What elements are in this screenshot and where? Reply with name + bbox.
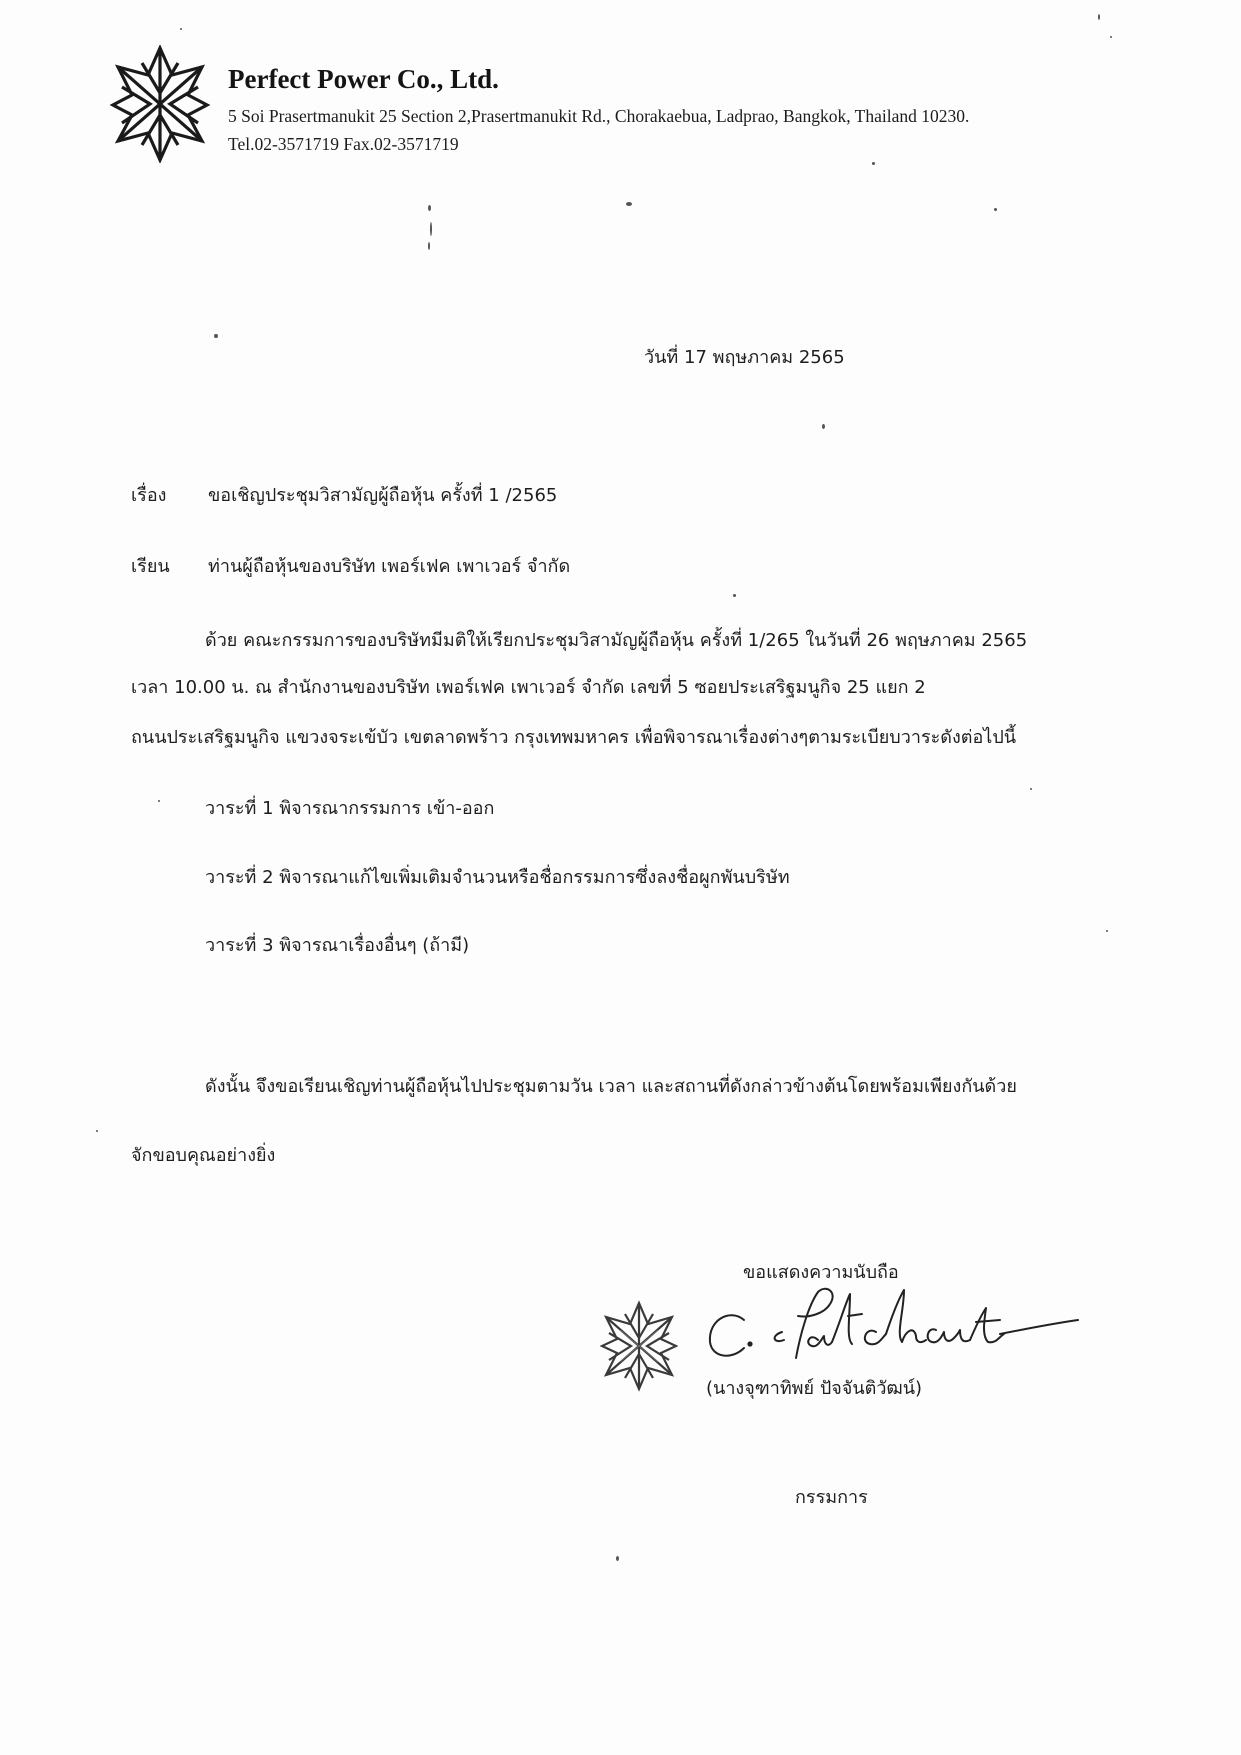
scan-speck [1106,930,1108,932]
recipient-label: เรียน [131,556,170,577]
subject-text: ขอเชิญประชุมวิสามัญผู้ถือหุ้น ครั้งที่ 1 /2565 [208,485,558,506]
conclusion-line: ดังนั้น จึงขอเรียนเชิญท่านผู้ถือหุ้นไปประชุมตามวัน เวลา และสถานที่ดังกล่าวข้างต้นโดยพร้อมเพียงกันด้วย [205,1076,1017,1097]
scan-speck [158,800,160,802]
scan-speck [214,334,218,338]
body-line: ถนนประเสริฐมนูกิจ แขวงจระเข้บัว เขตลาดพร้าว กรุงเทพมหาคร เพื่อพิจารณาเรื่องต่างๆตามระเบียบวาระดังต่อไปนี้ [131,727,1017,748]
signer-name: (นางจุฑาทิพย์ ปัจจันติวัฒน์) [706,1378,923,1399]
scan-speck [1030,788,1032,790]
company-name: Perfect Power Co., Ltd. [228,64,499,94]
letter-date: วันที่ 17 พฤษภาคม 2565 [644,347,845,368]
handwritten-signature [700,1286,1080,1366]
scan-speck [428,242,430,250]
agenda-item: วาระที่ 3 พิจารณาเรื่องอื่นๆ (ถ้ามี) [205,935,470,956]
scan-speck [626,202,632,206]
body-line: เวลา 10.00 น. ณ สำนักงานของบริษัท เพอร์เฟค เพาเวอร์ จำกัด เลขที่ 5 ซอยประเสริฐมนูกิจ 25 แยก 2 [131,677,926,698]
agenda-item: วาระที่ 1 พิจารณากรรมการ เข้า-ออก [205,798,495,819]
signer-title: กรรมการ [795,1487,868,1508]
scan-speck [616,1556,619,1561]
scan-speck [822,424,825,429]
company-stamp-icon [600,1300,678,1392]
scan-speck [96,1130,98,1132]
scan-speck [180,28,182,30]
body-line: ด้วย คณะกรรมการของบริษัทมีมติให้เรียกประชุมวิสามัญผู้ถือหุ้น ครั้งที่ 1/265 ในวันที่ 26 พฤษภาคม 2565 [205,630,1028,651]
star-logo-icon [110,45,210,163]
scan-speck [872,162,875,165]
scan-speck [733,594,736,597]
scan-speck [1098,14,1100,20]
scan-speck [428,205,431,211]
company-contact: Tel.02-3571719 Fax.02-3571719 [228,134,459,154]
agenda-item: วาระที่ 2 พิจารณาแก้ไขเพิ่มเติมจำนวนหรือชื่อกรรมการซึ่งลงชื่อผูกพันบริษัท [205,867,790,888]
company-address: 5 Soi Prasertmanukit 25 Section 2,Prasertmanukit Rd., Chorakaebua, Ladprao, Bangkok, Thailand 10230. [228,106,970,126]
scan-speck [1110,36,1112,38]
conclusion-line: จักขอบคุณอย่างยิ่ง [131,1145,276,1166]
recipient-text: ท่านผู้ถือหุ้นของบริษัท เพอร์เฟค เพาเวอร์ จำกัด [208,556,571,577]
subject-label: เรื่อง [131,485,167,506]
scan-speck [430,222,432,236]
scan-speck [994,208,997,211]
closing-text: ขอแสดงความนับถือ [743,1262,899,1283]
